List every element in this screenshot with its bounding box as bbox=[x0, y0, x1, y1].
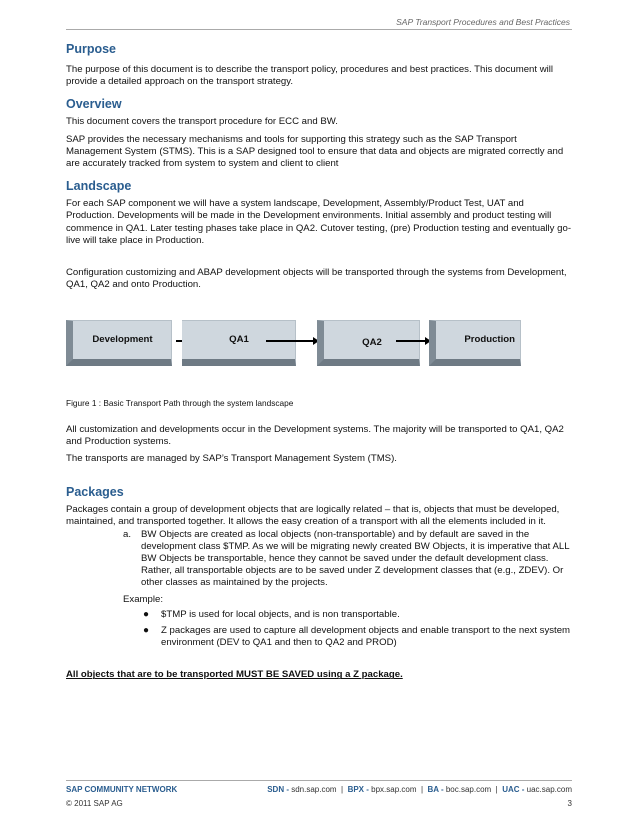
landscape-paragraph-1: For each SAP component we will have a system landscape, Development, Assembly/Product Test, UAT and Production. Developments will be made in the Development environments. Initial assembly and product testing will commence in QA1. Later testing phases take place in QA2. Cutover testing, (pre) Production testing and eventually go-live will take place in Production. bbox=[66, 198, 572, 246]
diagram-box-development bbox=[66, 320, 172, 366]
example-bullets bbox=[66, 609, 574, 650]
document-body bbox=[66, 42, 574, 682]
footer-link-label: BPX - bbox=[347, 785, 369, 794]
footer-line-2 bbox=[66, 799, 572, 808]
diagram-label-qa2: QA2 bbox=[362, 337, 382, 349]
diagram-label-production: Production bbox=[464, 334, 515, 346]
overview-heading: Overview bbox=[66, 97, 122, 112]
diagram-box-qa2 bbox=[317, 320, 420, 366]
list-item-text: BW Objects are created as local objects (non-transportable) and by default are saved in the development class $TMP. As we will be migrating newly created BW Objects, it is imperative that ALL BW Objects be transportable, hence they cannot be saved under the default development class. Rather, all transportable objects are to be saved under Z development classes that (e.g., ZDEV). Or other classes as maintained by the projects. bbox=[141, 528, 570, 589]
footer-link-label: BA - bbox=[427, 785, 444, 794]
purpose-heading: Purpose bbox=[66, 42, 117, 56]
purpose-text: The purpose of this document is to describe the transport policy, procedures and best practices. This document will provide a detailed approach on the transport strategy. bbox=[66, 64, 554, 88]
page-number: 3 bbox=[567, 799, 572, 808]
diagram-arrow-3 bbox=[396, 340, 430, 342]
bullet-text-2: Z packages are used to capture all development objects and enable transport to the next system environment (DEV to QA1 and then to QA2 and PROD) bbox=[161, 625, 571, 649]
header-rule bbox=[66, 29, 572, 30]
diagram-box-qa1 bbox=[182, 320, 296, 366]
bullet-text-1: $TMP is used for local objects, and is non transportable. bbox=[161, 608, 400, 620]
footer-copyright: © 2011 SAP AG bbox=[66, 799, 123, 808]
footer-rule bbox=[66, 780, 572, 781]
diagram-arrow-2 bbox=[266, 340, 318, 342]
landscape-paragraph-4: The transports are managed by SAP’s Transport Management System (TMS). bbox=[66, 453, 397, 465]
diagram-label-development: Development bbox=[92, 334, 153, 346]
landscape-paragraph-3: All customization and developments occur in the Development systems. The majority will be transported to QA1, QA2 and Production systems. bbox=[66, 423, 564, 447]
footer-links: SDN - sdn.sap.com | BPX - bpx.sap.com | BA - boc.sap.com | UAC - uac.sap.com bbox=[267, 785, 572, 794]
transport-path-diagram bbox=[66, 305, 574, 393]
landscape-heading: Landscape bbox=[66, 179, 132, 194]
figure-caption: Figure 1 : Basic Transport Path through the system landscape bbox=[66, 398, 294, 409]
packages-list-item-a bbox=[66, 529, 574, 590]
footer-link-uac[interactable]: uac.sap.com bbox=[526, 785, 572, 794]
footer-link-label: SDN - bbox=[267, 785, 289, 794]
footer-link-bpx[interactable]: bpx.sap.com bbox=[371, 785, 417, 794]
bullet-item bbox=[143, 625, 574, 649]
diagram-label-qa1: QA1 bbox=[229, 334, 249, 346]
bullet-icon: ● bbox=[143, 625, 150, 637]
footer-link-sdn[interactable]: sdn.sap.com bbox=[291, 785, 337, 794]
footer-link-label: UAC - bbox=[502, 785, 525, 794]
packages-heading: Packages bbox=[66, 485, 124, 500]
overview-paragraph-2: SAP provides the necessary mechanisms and tools for supporting this strategy such as the SAP Transport Management System (STMS). This is a SAP designed tool to ensure that data and objects are migrated correctly and are accurately tracked from system to system and client to client bbox=[66, 133, 564, 170]
diagram-box-production bbox=[429, 320, 521, 366]
bullet-item bbox=[143, 608, 574, 621]
packages-paragraph-1: Packages contain a group of development objects that are logically related – that is, objects that must be developed, maintained, and transported together. It allows the easy creation of a transport with all the elements included in it. bbox=[66, 504, 560, 528]
footer-network: SAP COMMUNITY NETWORK bbox=[66, 785, 178, 794]
overview-paragraph-1: This document covers the transport procedure for ECC and BW. bbox=[66, 116, 338, 128]
running-header: SAP Transport Procedures and Best Practices bbox=[396, 17, 570, 27]
footer-link-ba[interactable]: boc.sap.com bbox=[445, 785, 492, 794]
landscape-paragraph-2: Configuration customizing and ABAP development objects will be transported through the systems from Development, QA1, QA2 and onto Production. bbox=[66, 267, 567, 291]
bullet-icon: ● bbox=[143, 608, 150, 620]
list-marker: a. bbox=[123, 528, 132, 540]
example-label: Example: bbox=[123, 593, 163, 605]
final-statement: All objects that are to be transported MUST BE SAVED using a Z package. bbox=[66, 669, 403, 681]
